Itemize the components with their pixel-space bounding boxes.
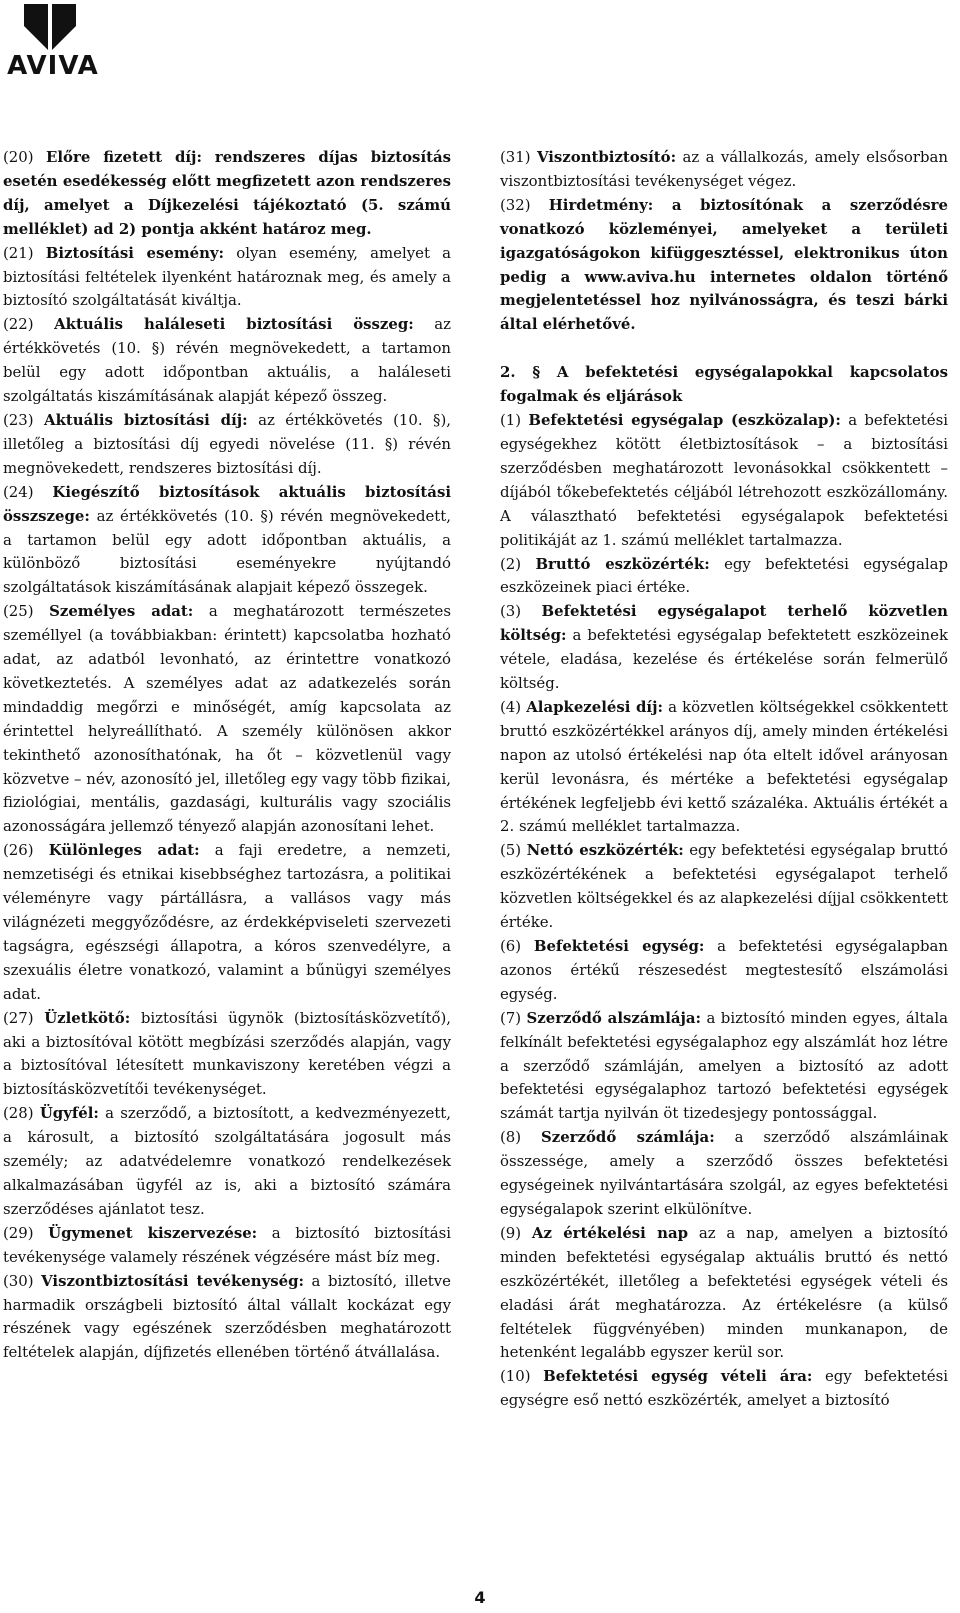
definition-item: (22) Aktuális haláleseti biztosítási összeg: az értékkövetés (10. §) révén megnövekedett, a tartamon belül egy adott időpontban aktuális, a haláleseti szolgáltatás kiszámításának alapját képező összeg. xyxy=(3,315,451,406)
definition-item: (24) Kiegészítő biztosítások aktuális biztosítási összszege: az értékkövetés (10. §) révén megnövekedett, a tartamon belül egy adott időpontban aktuális, a különböző biztosítási eseményekre nyújtandó szolgáltatások kiszámításának alapjait képező összegek. xyxy=(3,482,451,597)
spacer xyxy=(500,337,948,361)
definition-item: (32) Hirdetmény: a biztosítónak a szerződésre vonatkozó közleményei, amelyeket a területi igazgatóságokon kifüggesztéssel, elektronikus úton pedig a www.aviva.hu internetes oldalon történő megjelentetéssel hoz nyilvánosságra, és teszi bárki által elérhetővé. xyxy=(500,195,949,334)
definition-item: (9) Az értékelési nap az a nap, amelyen a biztosító minden befektetési egységalap aktuális bruttó és nettó eszközértékét, illetőleg a befektetési egységek vételi és eladási árát meghatározza. Az értékelésre (a külső feltételek függvényében) minden munkanapon, de hetenként legalább egyszer kerül sor. xyxy=(500,1223,948,1362)
definition-item: (29) Ügymenet kiszervezése: a biztosító biztosítási tevékenysége valamely részének végzésére mást bíz meg. xyxy=(3,1223,451,1266)
section-heading: 2. § A befektetési egységalapokkal kapcsolatos fogalmak és eljárások xyxy=(500,363,948,406)
aviva-logo-text: AVIVA xyxy=(7,51,99,81)
definition-item: (28) Ügyfél: a szerződő, a biztosított, a kedvezményezett, a károsult, a biztosító szolgáltatására jogosult más személy; az adatvédelemre vonatkozó rendelkezések alkalmazásában ügyfél az is, aki a biztosító számára szerződéses ajánlatot tesz. xyxy=(3,1104,452,1218)
left-column xyxy=(3,146,451,1365)
definition-item: (31) Viszontbiztosító: az a vállalkozás, amely elsősorban viszontbiztosítási tevékenységet végez. xyxy=(500,148,949,190)
definition-item: (26) Különleges adat: a faji eredetre, a nemzeti, nemzetiségi és etnikai kisebbséghez tartozásra, a politikai véleményre vagy pártállásra, a vallásos vagy más világnézeti meggyőződésre, az érdekképviseleti szervezeti tagságra, egészségi állapotra, a kóros szenvedélyre, a szexuális életre vonatkozó, valamint a bűnügyi személyes adat. xyxy=(3,841,452,1003)
definition-item: (7) Szerződő alszámlája: a biztosító minden egyes, általa felkínált befektetési egységalaphoz egy alszámlát hoz létre a szerződő számláján, amelyen a biztosító az adott befektetési egységalaphoz tartozó befektetési egységek számát tartja nyilván öt tizedesjegy pontossággal. xyxy=(500,1008,949,1123)
definition-item: (10) Befektetési egység vételi ára: egy befektetési egységre eső nettó eszközérték, amelyet a biztosító xyxy=(500,1367,948,1410)
definition-item: (6) Befektetési egység: a befektetési egységalapban azonos értékű részesedést megtestesítő elszámolási egység. xyxy=(500,937,949,1003)
aviva-emblem-icon xyxy=(24,4,76,50)
definition-item: (21) Biztosítási esemény: olyan esemény, amelyet a biztosítási feltételek ilyenként határoznak meg, és amely a biztosító szolgáltatását kiváltja. xyxy=(3,243,452,310)
definition-item: (8) Szerződő számlája: a szerződő alszámláinak összessége, amely a szerződő összes befektetési egységeinek nyilvántartására szolgál, az egyes befektetési egységalapok szerint elkülönítve. xyxy=(500,1128,949,1218)
definition-item: (1) Befektetési egységalap (eszközalap): a befektetési egységekhez kötött életbiztosítások – a biztosítási szerződésben meghatározott levonásokkal csökkentett – díjából tőkebefektetés céljából létrehozott eszközállomány. A választható befektetési egységalapok befektetési politikáját az 1. számú melléklet tartalmazza. xyxy=(500,411,949,549)
definition-item: (3) Befektetési egységalapot terhelő közvetlen költség: a befektetési egységalap befektetett eszközeinek vétele, eladása, kezelése és értékelése során felmerülő költség. xyxy=(500,602,948,693)
aviva-logo xyxy=(0,0,110,90)
definition-item: (5) Nettó eszközérték: egy befektetési egységalap bruttó eszközértékének a befektetési egységalapot terhelő közvetlen költségekkel és az alapkezelési díjjal csökkentett értéke. xyxy=(500,841,949,932)
definition-item: (2) Bruttó eszközérték: egy befektetési egységalap eszközeinek piaci értéke. xyxy=(500,554,949,597)
definition-item: (20) Előre fizetett díj: rendszeres díjas biztosítás esetén esedékesség előtt megfizetett azon rendszeres díj, amelyet a Díjkezelési tájékoztató (5. számú melléklet) ad 2) pontja akként határoz meg. xyxy=(3,148,452,238)
page-number: 4 xyxy=(474,1588,486,1607)
definition-item: (27) Üzletkötő: biztosítási ügynök (biztosításközvetítő), aki a biztosítóval kötött megbízási szerződés alapján, vagy a biztosítóval létesített munkaviszony keretében végzi a biztosításközvetítői tevékenységet. xyxy=(3,1008,451,1099)
definition-item: (4) Alapkezelési díj: a közvetlen költségekkel csökkentett bruttó eszközértékkel arányos díj, amely minden értékelési napon az utolsó értékelési nap óta eltelt idővel arányosan kerül levonásra, és mértéke a befektetési egységalap értékének legfeljebb évi kettő százaléka. Aktuális értékét a 2. számú melléklet tartalmazza. xyxy=(500,697,948,836)
definition-item: (23) Aktuális biztosítási díj: az értékkövetés (10. §), illetőleg a biztosítási díj egyedi növelése (11. §) révén megnövekedett, rendszeres biztosítási díj. xyxy=(3,410,452,477)
definition-item: (30) Viszontbiztosítási tevékenység: a biztosító, illetve harmadik országbeli biztosító által vállalt kockázat egy részének vagy egészének szerződésben meghatározott feltételek alapján, díjfizetés ellenében történő átvállalása. xyxy=(3,1271,451,1362)
right-column xyxy=(500,146,948,1413)
definition-item: (25) Személyes adat: a meghatározott természetes személlyel (a továbbiakban: érintett) kapcsolatba hozható adat, az adatból levonható, az érintettre vonatkozó következtetés. A személyes adat az adatkezelés során mindaddig megőrzi e minőségét, amíg kapcsolata az érintettel helyreállítható. A személy különösen akkor tekinthető azonosíthatónak, ha őt – közvetlenül vagy közvetve – név, azonosító jel, illetőleg egy vagy több fizikai, fiziológiai, mentális, gazdasági, kulturális vagy szociális azonosságára jellemző tényező alapján azonosítani lehet. xyxy=(3,602,452,836)
